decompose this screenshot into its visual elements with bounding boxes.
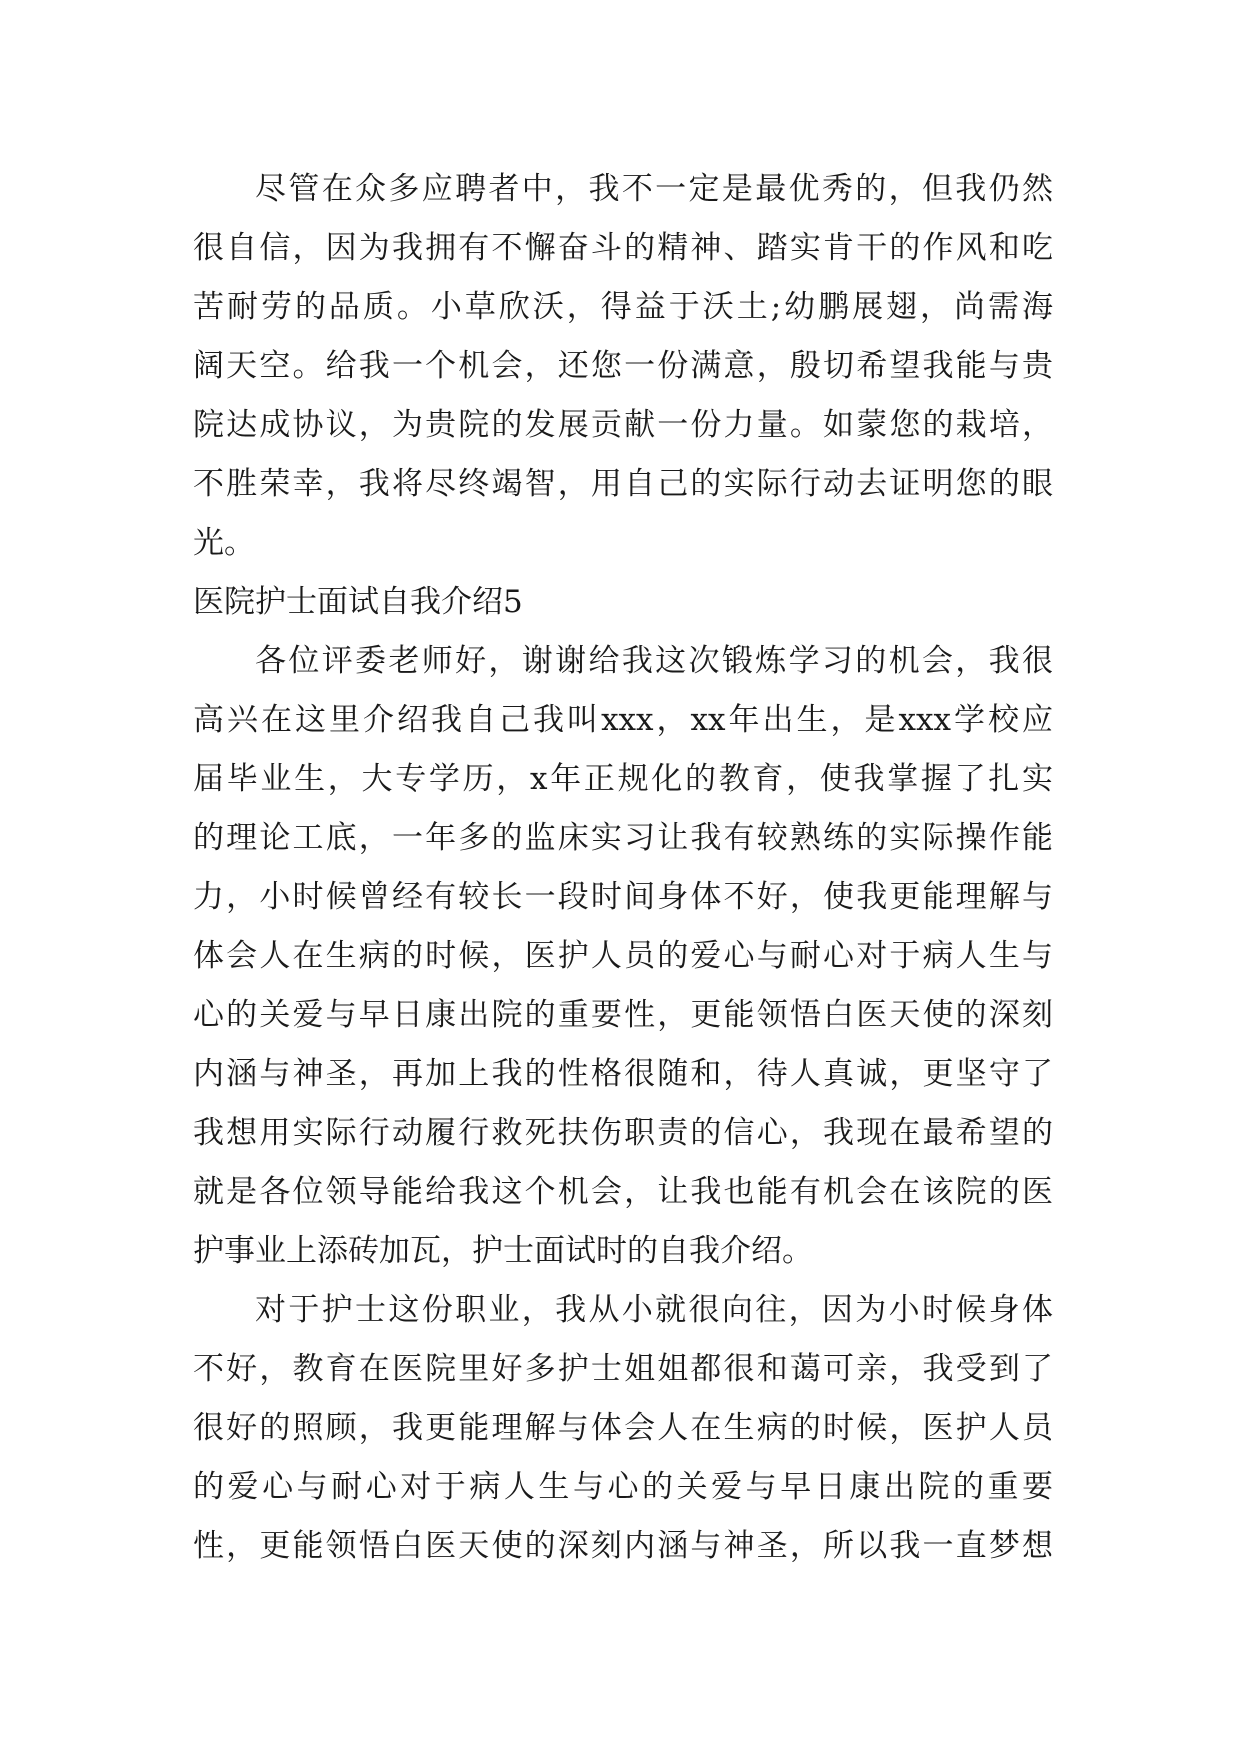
text-line: 各位评委老师好，谢谢给我这次锻炼学习的机会，我很	[255, 643, 1053, 679]
text-line: 力，小时候曾经有较长一段时间身体不好，使我更能理解与	[193, 879, 1053, 915]
paragraph-1	[193, 160, 1053, 573]
text-line: 的理论工底，一年多的监床实习让我有较熟练的实际操作能	[193, 820, 1053, 856]
text-line: 届毕业生，大专学历，x年正规化的教育，使我掌握了扎实	[193, 761, 1053, 797]
document-body	[193, 160, 1053, 1576]
text-line: 体会人在生病的时候，医护人员的爱心与耐心对于病人生与	[193, 938, 1053, 974]
text-line: 对于护士这份职业，我从小就很向往，因为小时候身体	[255, 1292, 1053, 1328]
text-line: 我想用实际行动履行救死扶伤职责的信心，我现在最希望的	[193, 1115, 1053, 1151]
text-line: 就是各位领导能给我这个机会，让我也能有机会在该院的医	[193, 1174, 1053, 1210]
text-line: 很自信，因为我拥有不懈奋斗的精神、踏实肯干的作风和吃	[193, 230, 1053, 266]
text-line: 光。	[193, 525, 255, 561]
text-line: 苦耐劳的品质。小草欣沃，得益于沃土;幼鹏展翅，尚需海	[193, 289, 1053, 325]
text-line: 很好的照顾，我更能理解与体会人在生病的时候，医护人员	[193, 1410, 1053, 1446]
text-line: 性，更能领悟白医天使的深刻内涵与神圣，所以我一直梦想	[193, 1528, 1053, 1564]
text-line: 内涵与神圣，再加上我的性格很随和，待人真诚，更坚守了	[193, 1056, 1053, 1092]
section-heading: 医院护士面试自我介绍5	[193, 584, 523, 620]
text-line: 不好，教育在医院里好多护士姐姐都很和蔼可亲，我受到了	[193, 1351, 1053, 1387]
text-line: 高兴在这里介绍我自己我叫xxx，xx年出生，是xxx学校应	[193, 702, 1053, 738]
text-line: 不胜荣幸，我将尽终竭智，用自己的实际行动去证明您的眼	[193, 466, 1053, 502]
text-line: 心的关爱与早日康出院的重要性，更能领悟白医天使的深刻	[193, 997, 1053, 1033]
text-line: 护事业上添砖加瓦，护士面试时的自我介绍。	[193, 1233, 813, 1269]
text-line: 阔天空。给我一个机会，还您一份满意，殷切希望我能与贵	[193, 348, 1053, 384]
text-line: 院达成协议，为贵院的发展贡献一份力量。如蒙您的栽培，	[193, 407, 1053, 443]
paragraph-2	[193, 632, 1053, 1281]
text-line: 尽管在众多应聘者中，我不一定是最优秀的，但我仍然	[255, 171, 1053, 207]
text-line: 的爱心与耐心对于病人生与心的关爱与早日康出院的重要	[193, 1469, 1053, 1505]
paragraph-3	[193, 1281, 1053, 1576]
